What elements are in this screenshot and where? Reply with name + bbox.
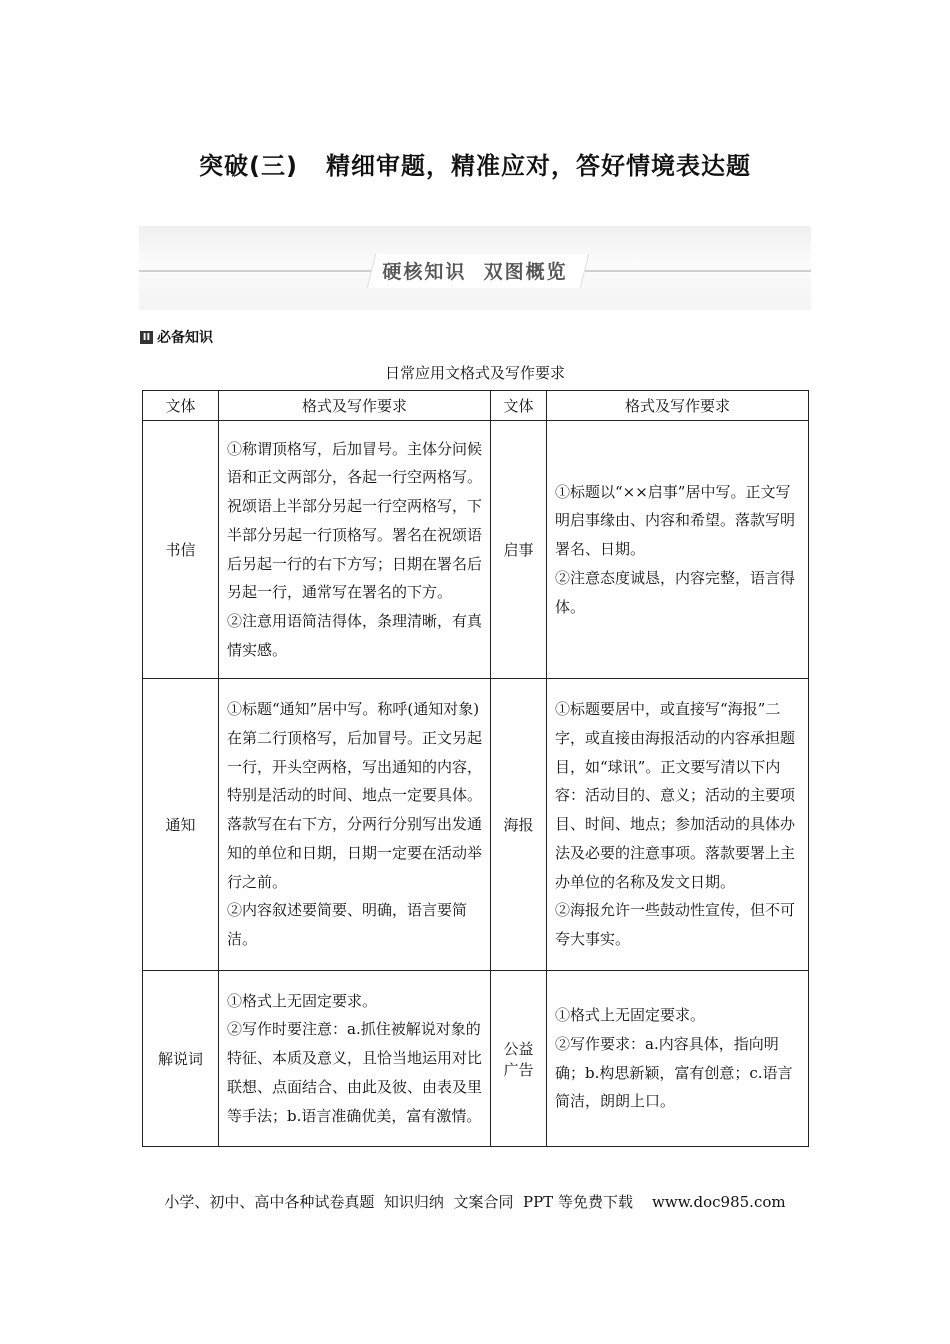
requirement-cell bbox=[219, 679, 491, 971]
table-row bbox=[143, 421, 809, 679]
page-title: 突破(三) 精细审题，精准应对，答好情境表达题 bbox=[198, 152, 751, 180]
table-header-row bbox=[143, 391, 809, 421]
requirement-item: ①标题“通知”居中写。称呼(通知对象)在第二行顶格写，后加冒号。正文另起一行，开头空两格，写出通知的内容，特别是活动的时间、地点一定要具体。落款写在右下方，分两行分别写出发通知的单位和日期，日期一定要在活动举行之前。 bbox=[227, 700, 483, 891]
format-table bbox=[142, 390, 809, 1147]
requirement-item: ①格式上无固定要求。 bbox=[555, 1006, 706, 1025]
section-label: 必备知识 bbox=[157, 330, 213, 346]
requirement-item: ①格式上无固定要求。 bbox=[227, 991, 378, 1010]
table-row bbox=[143, 971, 809, 1147]
requirement-cell bbox=[547, 971, 809, 1147]
header-genre-right: 文体 bbox=[491, 391, 547, 421]
requirement-cell bbox=[547, 679, 809, 971]
requirement-item: ①标题要居中，或直接写“海报”二字，或直接由海报活动的内容承担题目，如“球讯”。正文要写清以下内容：活动目的、意义；活动的主要项目、时间、地点；参加活动的具体办法及必要的注意事项。落款要署上主办单位的名称及发文日期。 bbox=[555, 700, 796, 891]
requirement-item: ②注意用语简洁得体，条理清晰，有真情实感。 bbox=[227, 611, 483, 659]
header-req-right: 格式及写作要求 bbox=[547, 391, 809, 421]
genre-cell: 海报 bbox=[491, 679, 547, 971]
section-banner bbox=[139, 226, 811, 310]
genre-cell: 解说词 bbox=[143, 971, 219, 1147]
footer-note: 小学、初中、高中各种试卷真题 知识归纳 文案合同 PPT 等免费下载 www.doc985.com bbox=[164, 1193, 786, 1211]
section-heading bbox=[140, 327, 213, 347]
requirement-item: ②注意态度诚恳，内容完整，语言得体。 bbox=[555, 568, 796, 616]
requirement-cell bbox=[219, 971, 491, 1147]
requirement-item: ②写作时要注意：a.抓住被解说对象的特征、本质及意义，且恰当地运用对比联想、点面结合、由此及彼、由表及里等手法；b.语言准确优美，富有激情。 bbox=[227, 1020, 483, 1125]
section-marker-icon: II bbox=[140, 331, 153, 344]
requirement-item: ①标题以“××启事”居中写。正文写明启事缘由、内容和希望。落款写明署名、日期。 bbox=[555, 482, 796, 559]
header-req-left: 格式及写作要求 bbox=[219, 391, 491, 421]
requirement-item: ②写作要求：a.内容具体，指向明确；b.构思新颖，富有创意；c.语言简洁，朗朗上口。 bbox=[555, 1034, 793, 1111]
genre-cell: 书信 bbox=[143, 421, 219, 679]
header-genre-left: 文体 bbox=[143, 391, 219, 421]
requirement-cell bbox=[219, 421, 491, 679]
genre-cell: 启事 bbox=[491, 421, 547, 679]
requirement-cell bbox=[547, 421, 809, 679]
requirement-item: ②内容叙述要简要、明确，语言要简洁。 bbox=[227, 901, 468, 948]
genre-cell: 通知 bbox=[143, 679, 219, 971]
banner-label: 硬核知识 双图概览 bbox=[382, 261, 568, 283]
requirement-item: ①称谓顶格写，后加冒号。主体分问候语和正文两部分，各起一行空两格写。祝颂语上半部分另起一行空两格写，下半部分另起一行顶格写。署名在祝颂语后另起一行的右下方写；日期在署名后另起一行，通常写在署名的下方。 bbox=[227, 439, 483, 602]
table-caption: 日常应用文格式及写作要求 bbox=[384, 364, 565, 382]
genre-cell: 公益广告 bbox=[491, 971, 547, 1147]
requirement-item: ②海报允许一些鼓动性宣传，但不可夸大事实。 bbox=[555, 901, 796, 948]
table-row bbox=[143, 679, 809, 971]
